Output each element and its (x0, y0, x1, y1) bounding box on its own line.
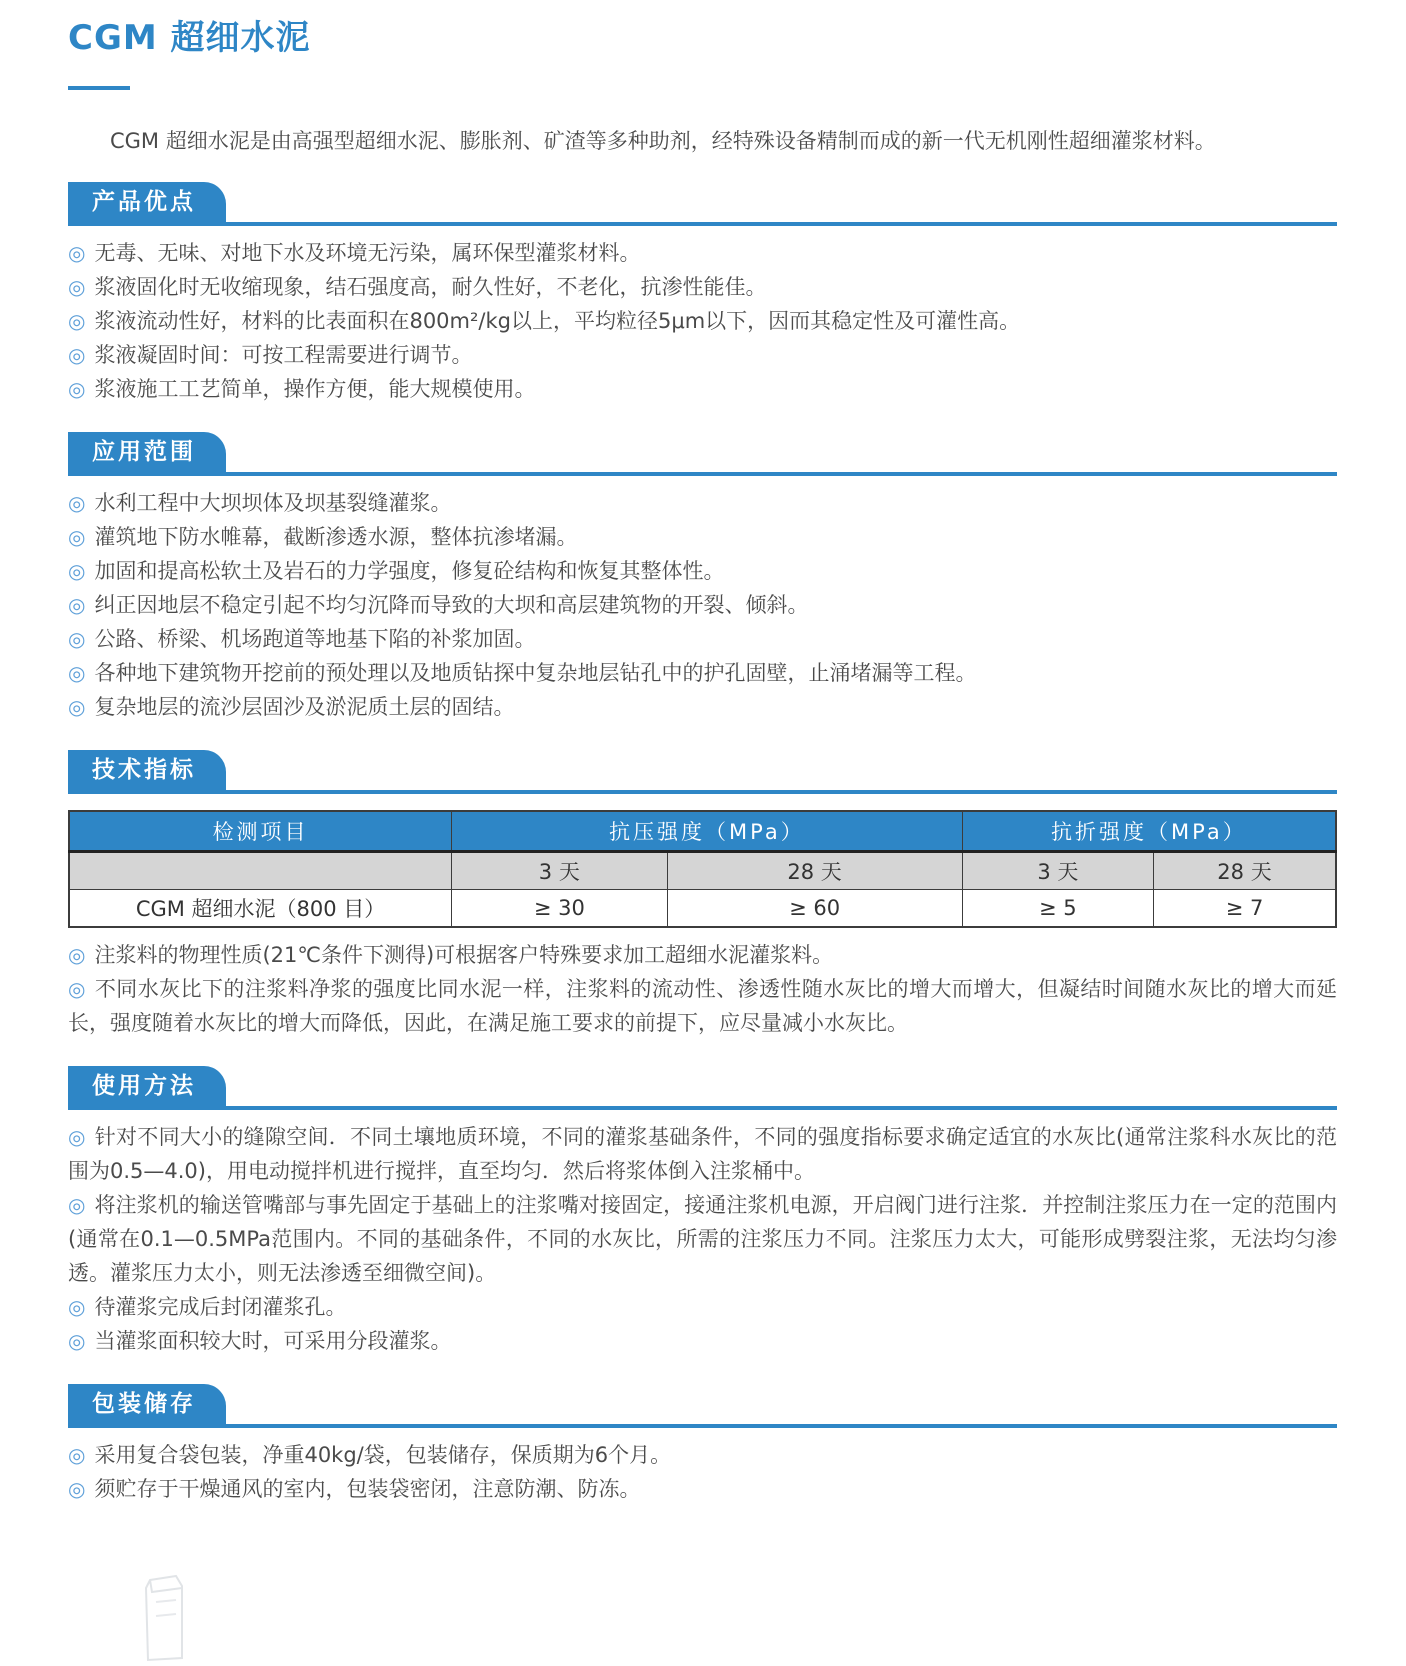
list-item (68, 1188, 1337, 1290)
list-item-text: 加固和提高松软土及岩石的力学强度，修复砼结构和恢复其整体性。 (94, 559, 725, 583)
list-item (68, 1120, 1337, 1188)
list-item (68, 554, 1337, 588)
list-item-text: 复杂地层的流沙层固沙及淤泥质土层的固结。 (94, 695, 515, 719)
double-circle-bullet-icon: ◎ (68, 241, 86, 265)
bullet-list (68, 1438, 1337, 1506)
double-circle-bullet-icon: ◎ (68, 661, 86, 685)
list-item (68, 486, 1337, 520)
bullet-list (68, 938, 1337, 1040)
section-heading: 产品优点 (92, 189, 196, 215)
sections-container (68, 182, 1337, 1506)
list-item-text: 各种地下建筑物开挖前的预处理以及地质钻探中复杂地层钻孔中的护孔固壁，止涌堵漏等工程。 (94, 661, 977, 685)
list-item (68, 1290, 1337, 1324)
product-name-cell: CGM 超细水泥（800 目） (69, 889, 452, 927)
list-item-text: 当灌浆面积较大时，可采用分段灌浆。 (94, 1329, 452, 1353)
subheader-blank-cell (69, 851, 452, 889)
subheader-age-cell: 3 天 (452, 851, 667, 889)
list-item (68, 520, 1337, 554)
col-header-compressive-strength: 抗压强度（MPa） (452, 811, 963, 851)
section-specs (68, 750, 1337, 1040)
section-tab (68, 750, 226, 790)
section-tab (68, 432, 226, 472)
double-circle-bullet-icon: ◎ (68, 559, 86, 583)
spec-table (68, 810, 1337, 928)
list-item-text: 水利工程中大坝坝体及坝基裂缝灌浆。 (94, 491, 452, 515)
datasheet-page (0, 16, 1406, 1506)
subheader-age-cell: 28 天 (1154, 851, 1336, 889)
table-header-row (69, 811, 1336, 851)
list-item (68, 338, 1337, 372)
section-header-rule (68, 432, 1337, 476)
strength-value-cell: ≥ 30 (452, 889, 667, 927)
list-item-text: 浆液施工工艺简单，操作方便，能大规模使用。 (94, 377, 536, 401)
list-item (68, 622, 1337, 656)
list-item-text: 不同水灰比下的注浆料净浆的强度比同水泥一样，注浆料的流动性、渗透性随水灰比的增大而增大，但凝结时间随水灰比的增大而延长，强度随着水灰比的增大而降低，因此，在满足施工要求的前提下，应尽量减小水灰比。 (68, 977, 1337, 1035)
list-item (68, 236, 1337, 270)
intro-paragraph: CGM 超细水泥是由高强型超细水泥、膨胀剂、矿渣等多种助剂，经特殊设备精制而成的新一代无机刚性超细灌浆材料。 (110, 129, 1216, 153)
double-circle-bullet-icon: ◎ (68, 377, 86, 401)
section-header-rule (68, 750, 1337, 794)
double-circle-bullet-icon: ◎ (68, 593, 86, 617)
list-item (68, 690, 1337, 724)
section-heading: 使用方法 (92, 1073, 196, 1099)
section-heading: 技术指标 (92, 757, 196, 783)
col-header-test-item: 检测项目 (69, 811, 452, 851)
double-circle-bullet-icon: ◎ (68, 525, 86, 549)
table-subheader-row (69, 851, 1336, 889)
table-row (69, 889, 1336, 927)
list-item (68, 1324, 1337, 1358)
bullet-list (68, 1120, 1337, 1358)
section-heading: 包装储存 (92, 1391, 196, 1417)
col-header-flexural-strength: 抗折强度（MPa） (962, 811, 1336, 851)
section-tab (68, 1066, 226, 1106)
list-item (68, 1438, 1337, 1472)
list-item-text: 浆液凝固时间：可按工程需要进行调节。 (94, 343, 473, 367)
list-item-text: 针对不同大小的缝隙空间．不同土壤地质环境，不同的灌浆基础条件，不同的强度指标要求确定适宜的水灰比(通常注浆科水灰比的范围为0.5—4.0)，用电动搅拌机进行搅拌，直至均匀．然后将浆体倒入注浆桶中。 (68, 1125, 1338, 1183)
list-item (68, 372, 1337, 406)
list-item (68, 588, 1337, 622)
double-circle-bullet-icon: ◎ (68, 1125, 86, 1149)
section-tab (68, 182, 226, 222)
double-circle-bullet-icon: ◎ (68, 491, 86, 515)
list-item (68, 270, 1337, 304)
list-item-text: 公路、桥梁、机场跑道等地基下陷的补浆加固。 (94, 627, 536, 651)
section-tab (68, 1384, 226, 1424)
strength-value-cell: ≥ 60 (667, 889, 962, 927)
double-circle-bullet-icon: ◎ (68, 343, 86, 367)
double-circle-bullet-icon: ◎ (68, 627, 86, 651)
section-header-rule (68, 182, 1337, 226)
subheader-age-cell: 3 天 (962, 851, 1153, 889)
section-heading: 应用范围 (92, 439, 196, 465)
list-item-text: 灌筑地下防水帷幕，截断渗透水源，整体抗渗堵漏。 (94, 525, 578, 549)
list-item-text: 注浆料的物理性质(21℃条件下测得)可根据客户特殊要求加工超细水泥灌浆料。 (94, 943, 834, 967)
strength-value-cell: ≥ 5 (962, 889, 1153, 927)
double-circle-bullet-icon: ◎ (68, 1295, 86, 1319)
list-item-text: 无毒、无味、对地下水及环境无污染，属环保型灌浆材料。 (94, 241, 641, 265)
double-circle-bullet-icon: ◎ (68, 1443, 86, 1467)
double-circle-bullet-icon: ◎ (68, 977, 86, 1001)
list-item (68, 304, 1337, 338)
list-item-text: 浆液流动性好，材料的比表面积在800m²/kg以上，平均粒径5μm以下，因而其稳定性及可灌性高。 (94, 309, 1021, 333)
list-item (68, 938, 1337, 972)
double-circle-bullet-icon: ◎ (68, 943, 86, 967)
double-circle-bullet-icon: ◎ (68, 1193, 86, 1217)
list-item-text: 将注浆机的输送管嘴部与事先固定于基础上的注浆嘴对接固定，接通注浆机电源，开启阀门进行注浆．并控制注浆压力在一定的范围内(通常在0.1—0.5MPa范围内。不同的基础条件，不同的水灰比，所需的注浆压力不同。注浆压力太大，可能形成劈裂注浆，无法均匀渗透。灌浆压力太小，则无法渗透至细微空间)。 (68, 1193, 1337, 1285)
list-item-text: 须贮存于干燥通风的室内，包装袋密闭，注意防潮、防冻。 (94, 1477, 641, 1501)
list-item-text: 纠正因地层不稳定引起不均匀沉降而导致的大坝和高层建筑物的开裂、倾斜。 (94, 593, 809, 617)
double-circle-bullet-icon: ◎ (68, 1329, 86, 1353)
section-header-rule (68, 1384, 1337, 1428)
section-header-rule (68, 1066, 1337, 1110)
subheader-age-cell: 28 天 (667, 851, 962, 889)
cement-bag-watermark-icon (136, 1572, 192, 1666)
list-item-text: 浆液固化时无收缩现象，结石强度高，耐久性好，不老化，抗渗性能佳。 (94, 275, 767, 299)
strength-value-cell: ≥ 7 (1154, 889, 1336, 927)
list-item (68, 656, 1337, 690)
bullet-list (68, 486, 1337, 724)
section-applications (68, 432, 1337, 724)
double-circle-bullet-icon: ◎ (68, 275, 86, 299)
section-advantages (68, 182, 1337, 406)
bullet-list (68, 236, 1337, 406)
list-item-text: 采用复合袋包装，净重40kg/袋，包装储存，保质期为6个月。 (94, 1443, 672, 1467)
double-circle-bullet-icon: ◎ (68, 1477, 86, 1501)
double-circle-bullet-icon: ◎ (68, 309, 86, 333)
list-item (68, 972, 1337, 1040)
list-item-text: 待灌浆完成后封闭灌浆孔。 (94, 1295, 347, 1319)
list-item (68, 1472, 1337, 1506)
section-packaging (68, 1384, 1337, 1506)
title-underline (68, 86, 130, 90)
section-usage (68, 1066, 1337, 1358)
page-title: CGM 超细水泥 (68, 18, 311, 58)
double-circle-bullet-icon: ◎ (68, 695, 86, 719)
